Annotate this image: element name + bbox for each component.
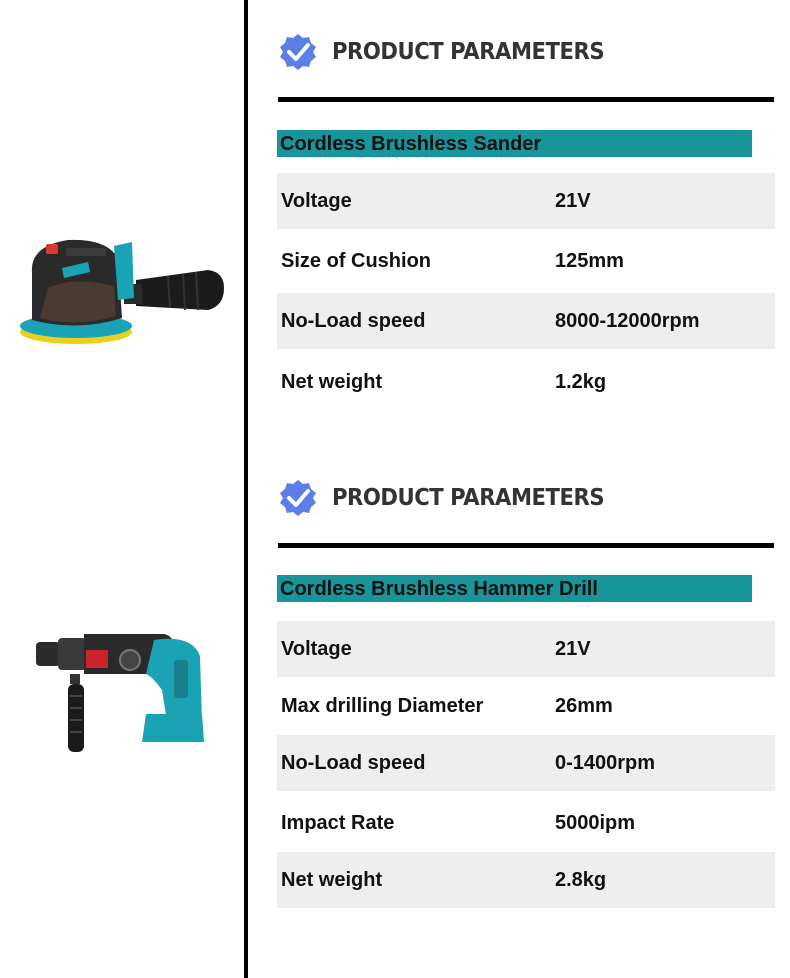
- spec-value: 2.8kg: [555, 869, 607, 891]
- spec-label: Voltage: [281, 638, 352, 660]
- spec-value: 125mm: [555, 250, 624, 272]
- spec-label: Max drilling Diameter: [281, 695, 484, 717]
- section-header: [278, 32, 628, 72]
- section-header: [278, 478, 628, 518]
- spec-value: 26mm: [555, 695, 613, 717]
- spec-value: 0-1400rpm: [555, 752, 656, 774]
- spec-value: 21V: [555, 638, 591, 660]
- spec-label: Net weight: [281, 371, 383, 393]
- spec-label: Voltage: [281, 190, 352, 212]
- spec-row: [277, 852, 775, 908]
- sander-image: [18, 228, 228, 346]
- section-rule: [278, 97, 774, 102]
- spec-row: [277, 735, 775, 791]
- spec-label: Impact Rate: [281, 812, 395, 834]
- hammer-drill-image: [34, 630, 212, 762]
- spec-label: No-Load speed: [281, 310, 426, 332]
- spec-value: 1.2kg: [555, 371, 607, 393]
- spec-row: [277, 354, 775, 410]
- spec-row: [277, 173, 775, 229]
- spec-row: [277, 678, 775, 734]
- vertical-divider: [244, 0, 248, 978]
- spec-label: Size of Cushion: [281, 250, 431, 272]
- section-title: PRODUCT PARAMETERS: [332, 39, 605, 65]
- section-title: PRODUCT PARAMETERS: [332, 485, 605, 511]
- product-name: Cordless Brushless Hammer Drill: [277, 575, 752, 602]
- product-name: Cordless Brushless Sander: [277, 130, 752, 157]
- spec-value: 8000-12000rpm: [555, 310, 700, 332]
- spec-row: [277, 795, 775, 851]
- spec-value: 5000ipm: [555, 812, 636, 834]
- spec-label: Net weight: [281, 869, 383, 891]
- check-badge-icon: [278, 32, 318, 72]
- check-badge-icon: [278, 478, 318, 518]
- spec-row: [277, 621, 775, 677]
- section-rule: [278, 543, 774, 548]
- spec-label: No-Load speed: [281, 752, 426, 774]
- spec-row: [277, 293, 775, 349]
- spec-value: 21V: [555, 190, 591, 212]
- spec-row: [277, 233, 775, 289]
